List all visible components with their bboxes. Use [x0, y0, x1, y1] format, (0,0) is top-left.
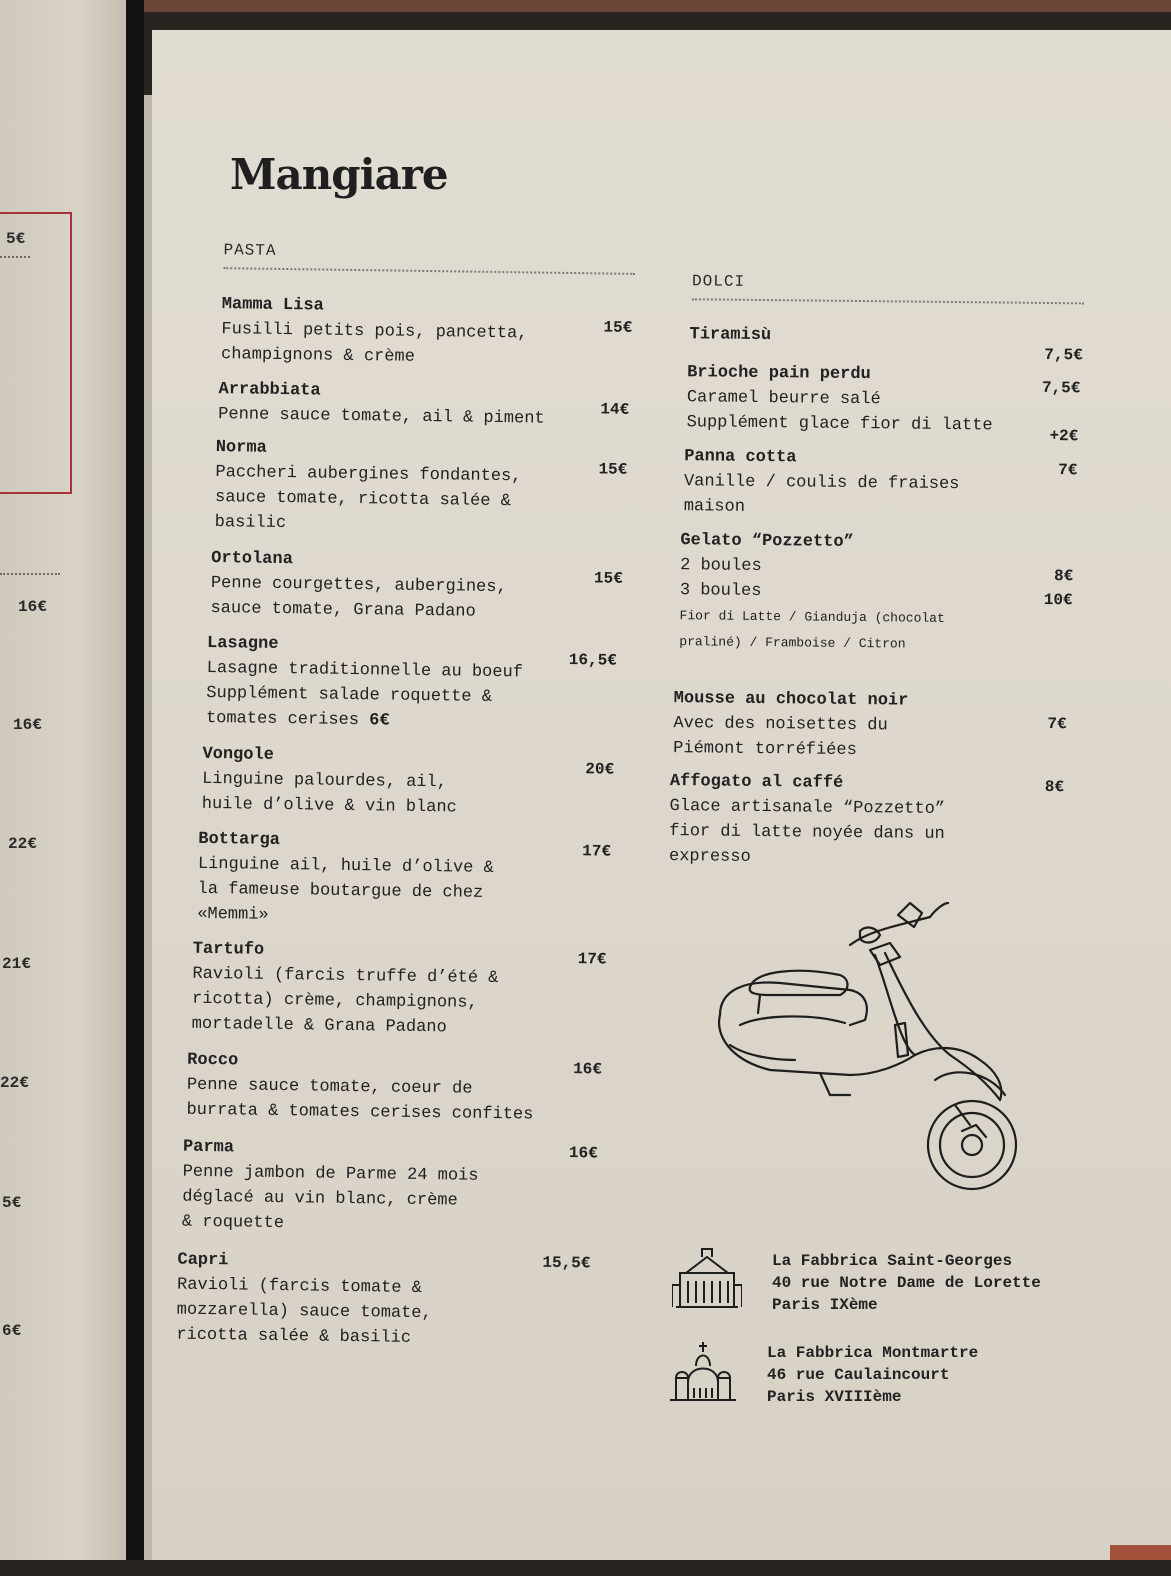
item-desc: Penne sauce tomate, coeur de burrata & tomates cerises confites [186, 1075, 534, 1125]
supplement-price: 6€ [369, 711, 390, 731]
item-price: 15,5€ [542, 1253, 591, 1273]
item-name: Ortolana [211, 549, 293, 570]
item-name: Arrabbiata [218, 380, 321, 401]
item-name: Vongole [202, 744, 275, 765]
item-name: Panna cotta [684, 447, 797, 468]
menu-item [689, 323, 1009, 350]
item-name: Parma [182, 1137, 235, 1158]
item-name: Gelato “Pozzetto” [680, 531, 854, 552]
left-price: 5€ [2, 1194, 22, 1212]
menu-item [686, 361, 1017, 438]
supplement-price: +2€ [1049, 427, 1079, 446]
left-price: 6€ [2, 1322, 22, 1340]
item-name: Affogato al caffé [669, 772, 844, 793]
item-name: Mamma Lisa [221, 295, 324, 316]
section-label-dolci: DOLCI [691, 272, 746, 291]
item-name: Rocco [187, 1050, 239, 1071]
dotted-rule [692, 298, 1084, 304]
item-price: 17€ [582, 842, 612, 861]
item-price: 10€ [1043, 590, 1073, 610]
building-icon [672, 1245, 742, 1310]
item-price: 8€ [1044, 777, 1065, 797]
page-title: Mangiare [230, 150, 448, 199]
item-name: Norma [215, 438, 267, 458]
flavor-list: Fior di Latte / Gianduja (chocolat praliné) / Framboise / Citron [679, 608, 945, 652]
left-price: 21€ [2, 955, 31, 973]
item-desc: Penne sauce tomate, ail & piment [218, 405, 545, 429]
item-desc: Glace artisanale “Pozzetto” fior di latte noyée dans un expresso [668, 797, 946, 867]
item-name: Tartufo [192, 939, 265, 960]
item-name: Bottarga [198, 829, 281, 850]
address-montmartre: La Fabbrica Montmartre 46 rue Caulaincourt Paris XVIIIème [767, 1344, 979, 1406]
item-desc: Fusilli petits pois, pancetta, champignons & crème [220, 320, 528, 367]
item-desc: Penne jambon de Parme 24 mois déglacé au vin blanc, crème & roquette [181, 1162, 479, 1234]
item-price: 14€ [600, 400, 630, 419]
item-desc: Linguine palourdes, ail, huile d’olive & vin blanc [201, 769, 457, 818]
menu-item [669, 770, 990, 872]
item-desc: Linguine ail, huile d’olive & la fameuse boutargue de chez «Memmi» [197, 854, 494, 925]
sacre-coeur-icon [668, 1338, 738, 1403]
item-desc: Avec des noisettes du Piémont torréfiées [673, 714, 888, 761]
item-price: 7€ [1058, 461, 1078, 480]
item-price: 16,5€ [568, 651, 617, 670]
item-desc: Paccheri aubergines fondantes, sauce tomate, ricotta salée & basilic [214, 463, 522, 534]
item-price: 7€ [1047, 715, 1067, 734]
item-desc: Lasagne traditionnelle au boeuf Supplément salade roquette & tomates cerises 6€ [205, 658, 524, 731]
item-price: 7,5€ [1041, 378, 1081, 398]
vespa-scooter-icon [700, 895, 1030, 1195]
left-price: 5€ [6, 230, 26, 248]
left-price: 16€ [18, 598, 47, 616]
item-name: Lasagne [206, 633, 279, 654]
item-price: 17€ [577, 950, 607, 969]
item-price: 15€ [603, 318, 633, 337]
item-name: Brioche pain perdu [687, 363, 871, 385]
item-desc: Caramel beurre salé Supplément glace fior di latte [686, 388, 993, 436]
item-price: 20€ [585, 760, 615, 779]
item-price: 8€ [1053, 567, 1074, 586]
item-desc: 2 boules 3 boules [679, 556, 762, 602]
item-desc: Penne courgettes, aubergines, sauce tomate, Grana Padano [210, 574, 507, 622]
item-name: Capri [177, 1250, 229, 1271]
left-price: 22€ [0, 1074, 29, 1092]
item-desc: Vanille / coulis de fraises maison [683, 472, 960, 517]
menu-item [684, 445, 1005, 522]
address-saint-georges: La Fabbrica Saint-Georges 40 rue Notre Dame de Lorette Paris IXème [772, 1252, 1041, 1314]
section-label-pasta: PASTA [223, 241, 277, 260]
item-name: Mousse au chocolat noir [673, 689, 909, 711]
item-price: 15€ [593, 569, 623, 588]
menu-item [679, 529, 1000, 658]
menu-item [673, 687, 994, 764]
item-desc: Ravioli (farcis tomate & mozzarella) sauce tomate, ricotta salée & basilic [176, 1275, 432, 1348]
item-price: 7,5€ [1044, 345, 1083, 365]
item-price: 16€ [573, 1060, 603, 1079]
left-price: 22€ [8, 835, 37, 853]
item-price: 16€ [568, 1144, 598, 1163]
item-name: Tiramisù [689, 325, 772, 346]
left-price: 16€ [13, 716, 42, 734]
item-desc: Ravioli (farcis truffe d’été & ricotta) crème, champignons, mortadelle & Grana Padano [191, 964, 499, 1038]
item-price: 15€ [598, 460, 628, 479]
